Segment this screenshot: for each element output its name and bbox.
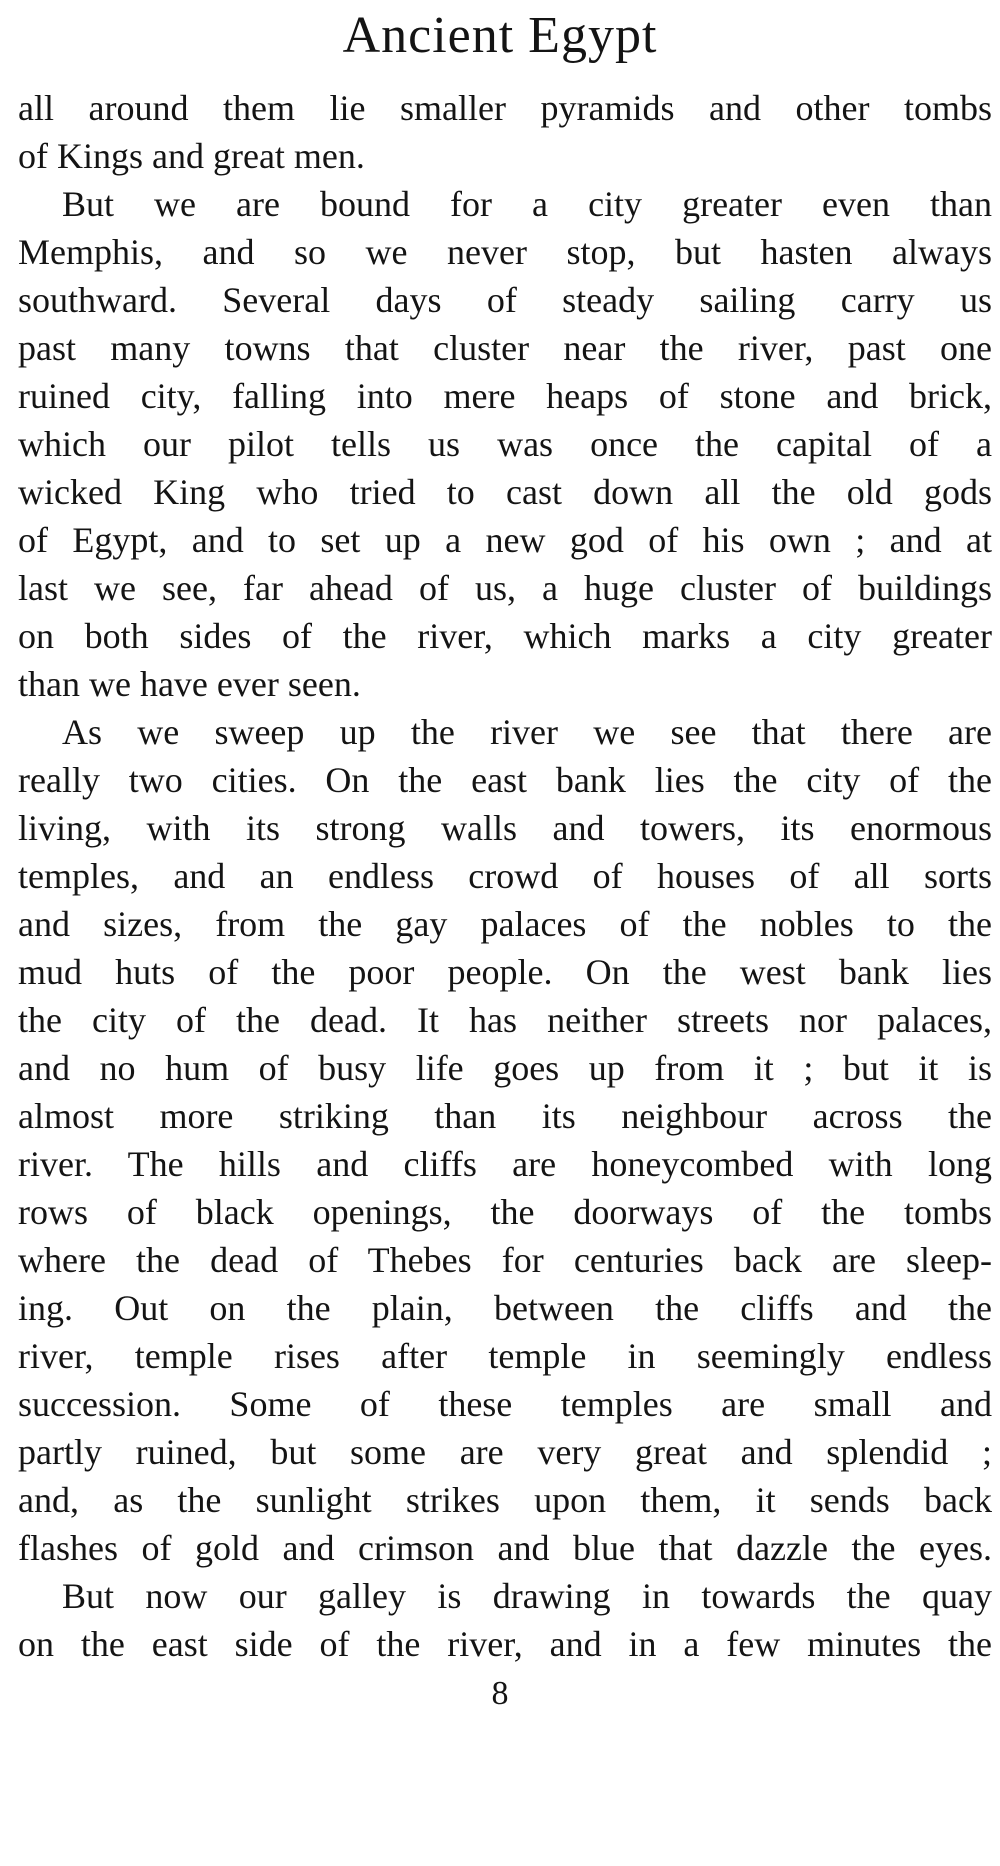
text-line: and no hum of busy life goes up from it ; but it is <box>18 1048 992 1088</box>
text-line: mud huts of the poor people. On the west bank lies <box>18 952 992 992</box>
text-line: almost more striking than its neighbour across the <box>18 1096 992 1136</box>
text-line: living, with its strong walls and towers, its enormous <box>18 808 992 848</box>
text-line: wicked King who tried to cast down all the old gods <box>18 472 992 512</box>
text-line: succession. Some of these temples are small and <box>18 1384 992 1424</box>
text-line: last we see, far ahead of us, a huge cluster of buildings <box>18 568 992 608</box>
text-line: temples, and an endless crowd of houses of all sorts <box>18 856 992 896</box>
text-line: As we sweep up the river we see that there are <box>62 712 992 752</box>
text-line: of Egypt, and to set up a new god of his own ; and at <box>18 520 992 560</box>
text-line: past many towns that cluster near the river, past one <box>18 328 992 368</box>
text-line: ruined city, falling into mere heaps of stone and brick, <box>18 376 992 416</box>
text-line: river. The hills and cliffs are honeycombed with long <box>18 1144 992 1184</box>
running-head: Ancient Egypt <box>342 7 658 64</box>
text-line: southward. Several days of steady sailing carry us <box>18 280 992 320</box>
text-line: really two cities. On the east bank lies the city of the <box>18 760 992 800</box>
text-line: and, as the sunlight strikes upon them, it sends back <box>18 1480 992 1520</box>
text-line: the city of the dead. It has neither streets nor palaces, <box>18 1000 992 1040</box>
body-text <box>18 84 992 1668</box>
text-line: on both sides of the river, which marks a city greater <box>18 616 992 656</box>
text-line: But now our galley is drawing in towards the quay <box>62 1576 992 1616</box>
text-line: all around them lie smaller pyramids and other tombs <box>18 88 992 128</box>
text-line: Memphis, and so we never stop, but hasten always <box>18 232 992 272</box>
text-line: than we have ever seen. <box>18 664 361 704</box>
text-line: which our pilot tells us was once the capital of a <box>18 424 992 464</box>
text-line: on the east side of the river, and in a few minutes the <box>18 1624 992 1664</box>
text-line: of Kings and great men. <box>18 136 365 176</box>
text-line: where the dead of Thebes for centuries back are sleep- <box>18 1240 992 1280</box>
page-number: 8 <box>491 1675 509 1712</box>
text-line: But we are bound for a city greater even than <box>62 184 992 224</box>
text-line: flashes of gold and crimson and blue that dazzle the eyes. <box>18 1528 992 1568</box>
text-line: partly ruined, but some are very great and splendid ; <box>18 1432 992 1472</box>
text-line: ing. Out on the plain, between the cliffs and the <box>18 1288 992 1328</box>
text-line: and sizes, from the gay palaces of the nobles to the <box>18 904 992 944</box>
text-line: rows of black openings, the doorways of the tombs <box>18 1192 992 1232</box>
text-line: river, temple rises after temple in seemingly endless <box>18 1336 992 1376</box>
